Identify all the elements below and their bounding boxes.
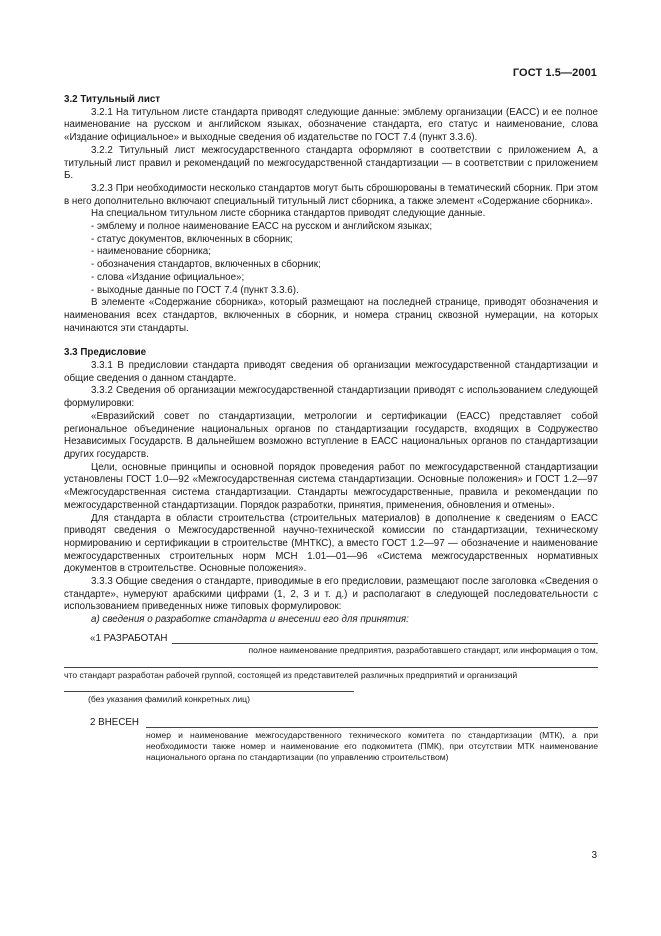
list-item: - обозначения стандартов, включенных в сборник;	[91, 259, 321, 271]
paragraph: 3.2.3 При необходимости несколько стандартов могут быть сброшюрованы в тематический сборник. При этом в него дополнительно включают специальный титульный лист сборника, а также элемент «Содержание сборника».	[64, 182, 598, 207]
paragraph: 3.3.1 В предисловии стандарта приводят сведения об организации межгосударственной стандартизации и общие сведения о данном стандарте.	[64, 360, 598, 384]
list-item: - слова «Издание официальное»;	[91, 271, 245, 283]
form-item-submitted	[64, 717, 598, 781]
document-id: ГОСТ 1.5—2001	[512, 67, 597, 79]
paragraph: 3.2.1 На титульном листе стандарта приводят следующие данные: эмблему организации (ЕАСС) и ее полное наименование на русском и английском языках, обозначение стандарта, его статус и наименование, слова «Издание официальное» и выходные сведения об издательстве по ГОСТ 7.4 (пункт 3.3.6).	[64, 106, 598, 144]
form-item-developed	[64, 633, 598, 705]
form-note: номер и наименование межгосударственного технического комитета по стандартизации (МТК), а при необходимости также номер и наименование его подкомитета (ПМК), при отсутствии МТК наименование национального органа по стандартизации (по управлению строительством)	[146, 729, 598, 762]
list-item: - эмблему и полное наименование ЕАСС на русском и английском языках;	[91, 221, 433, 233]
fill-line	[172, 643, 598, 644]
section-title-3-3: 3.3 Предисловие	[64, 347, 147, 359]
list-item: - выходные данные по ГОСТ 7.4 (пункт 3.3.6).	[91, 284, 299, 296]
form-note: что стандарт разработан рабочей группой, состоящей из представителей различных предприятий и организаций	[64, 669, 518, 680]
page-content	[64, 94, 598, 781]
fill-line	[64, 667, 598, 668]
fill-line	[146, 727, 598, 728]
paragraph: Для стандарта в области строительства (строительных материалов) в дополнение к сведениям о ЕАСС приводят сведения о Межгосударственной научно-технической комиссии по стандартизации, техническому нормированию и сертификации в строительстве (МНТКС), а вместо ГОСТ 1.2—97 — обозначение и наименование межгосударственных строительных норм МСН 1.01—01—96 «Система межгосударственных нормативных документов в строительстве. Основные положения».	[64, 512, 598, 575]
form-note: (без указания фамилий конкретных лиц)	[88, 693, 250, 704]
paragraph: 3.2.2 Титульный лист межгосударственного стандарта оформляют в соответствии с приложением А, а титульный лист правил и рекомендаций по межгосударственной стандартизации — в соответствии с приложением Б.	[64, 144, 598, 182]
form-label-developed: «1 РАЗРАБОТАН	[90, 632, 168, 644]
fill-line	[64, 691, 354, 692]
paragraph: На специальном титульном листе сборника стандартов приводят следующие данные.	[91, 208, 486, 220]
paragraph: «Евразийский совет по стандартизации, метрологии и сертификации (ЕАСС) представляет собой региональное объединение национальных органов по стандартизации государств, входящих в Содружество Независимых Государств. В дальнейшем возможно вступление в ЕАСС национальных органов по стандартизации других государств.	[64, 410, 598, 460]
section-title-3-2: 3.2 Титульный лист	[64, 94, 161, 105]
list-item: - наименование сборника;	[91, 246, 211, 258]
paragraph: В элементе «Содержание сборника», который размещают на последней странице, приводят обозначения и наименования всех стандартов, включенных в сборник, и номера страниц сквозной нумерации, на которых начинаются эти стандарты.	[64, 297, 598, 334]
list-item: - статус документов, включенных в сборник;	[91, 233, 293, 245]
paragraph: 3.3.3 Общие сведения о стандарте, приводимые в его предисловии, размещают после заголовка «Сведения о стандарте», нумеруют арабскими цифрами (1, 2, 3 и т. д.) и располагают в следующей последовательности с использованием приведенных ниже типовых формулировок:	[64, 576, 598, 613]
subheading-italic: а) сведения о разработке стандарта и внесении его для принятия:	[91, 614, 409, 626]
form-label-submitted: 2 ВНЕСЕН	[90, 716, 139, 728]
paragraph: 3.3.2 Сведения об организации межгосударственной стандартизации приводят с использованием следующей формулировки:	[64, 385, 598, 410]
page-number: 3	[591, 850, 597, 861]
paragraph: Цели, основные принципы и основной порядок проведения работ по межгосударственной стандартизации установлены ГОСТ 1.0—92 «Межгосударственная система стандартизации. Основные положения» и ГОСТ 1.2—97 «Межгосударственная система стандартизации. Стандарты межгосударственные, правила и рекомендации по межгосударственной стандартизации. Порядок разработки, принятия, применения, обновления и отмены».	[64, 461, 598, 511]
form-note: полное наименование предприятия, разработавшего стандарт, или информация о том,	[248, 644, 598, 655]
